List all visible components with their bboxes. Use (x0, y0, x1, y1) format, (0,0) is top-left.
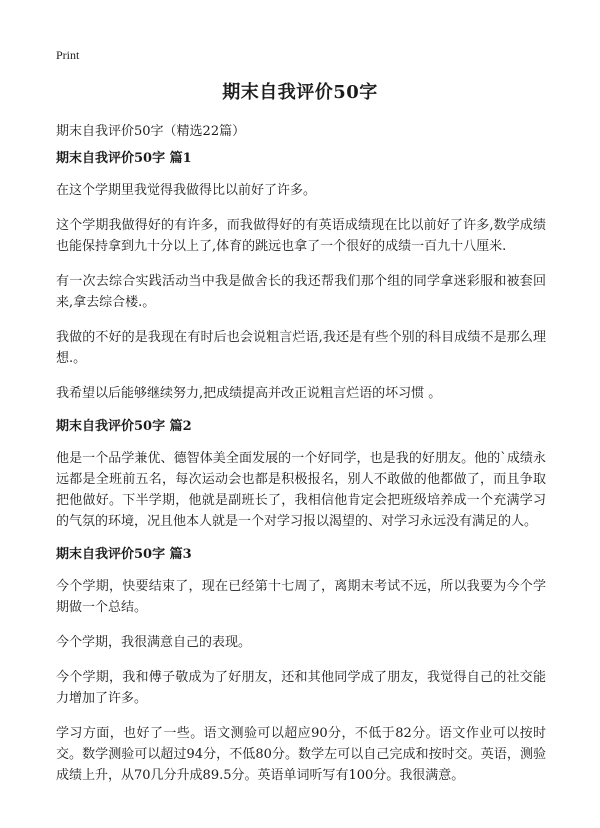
page-title: 期末自我评价50字 (222, 82, 378, 103)
paragraph: 我做的不好的是我现在有时后也会说粗言烂语,我还是有些个别的科目成绩不是那么理想.。 (56, 330, 546, 366)
section-heading: 期末自我评价50字 篇1 (56, 151, 192, 166)
section-heading: 期末自我评价50字 篇3 (56, 547, 192, 562)
paragraph: 有一次去综合实践活动当中我是做舍长的我还帮我们那个组的同学拿迷彩服和被套回来,拿去综合楼.。 (56, 274, 546, 310)
paragraph: 今个学期，我和傅子敬成为了好朋友，还和其他同学成了朋友，我觉得自己的社交能力增加了许多。 (56, 670, 546, 706)
section-heading: 期末自我评价50字 篇2 (56, 419, 192, 434)
paragraph: 学习方面，也好了一些。语文测验可以超应90分，不低于82分。语文作业可以按时交。数学测验可以超过94分，不低80分。数学左可以自己完成和按时交。英语，测验成绩上升，从70几分升成89.5分。英语单词听写有100分。我很满意。 (56, 726, 546, 783)
document-subtitle: 期末自我评价50字（精选22篇） (56, 124, 246, 139)
paragraph: 我希望以后能够继续努力,把成绩提高并改正说粗言烂语的坏习惯 。 (56, 386, 442, 401)
paragraph: 在这个学期里我觉得我做得比以前好了许多。 (56, 183, 317, 198)
paragraph: 今个学期，快要结束了，现在已经第十七周了，离期末考试不远，所以我要为今个学期做一个总结。 (56, 579, 546, 615)
section-1 (56, 150, 546, 404)
paragraph: 这个学期我做得好的有许多，而我做得好的有英语成绩现在比以前好了许多,数学成绩也能保持拿到九十分以上了,体育的跳远也拿了一个很好的成绩一百九十八厘米. (56, 218, 546, 254)
print-link[interactable]: Print (56, 48, 80, 62)
section-2 (56, 418, 546, 532)
section-3 (56, 546, 546, 786)
paragraph: 他是一个品学兼优、德智体美全面发展的一个好同学，也是我的好朋友。他的`成绩永远都是全班前五名，每次运动会也都是积极报名，别人不敢做的他都做了，而且争取把他做好。下半学期，他就是副班长了，我相信他肯定会把班级培养成一个充满学习的气氛的环境，况且他本人就是一个对学习报以渴望的、对学习永远没有满足的人。 (56, 451, 546, 529)
paragraph: 今个学期，我很满意自己的表现。 (56, 635, 252, 650)
document-body (56, 150, 546, 800)
